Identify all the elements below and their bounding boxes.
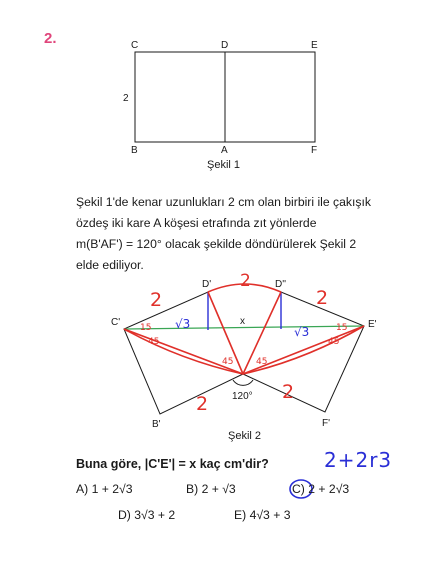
figure-2-caption: Şekil 2 (228, 430, 262, 442)
label-B-prime: B' (152, 419, 161, 430)
angle-mark-6: 45 (328, 337, 340, 347)
question-number: 2. (44, 30, 57, 47)
problem-line-3: m(B'AF') = 120° olacak şekilde döndürülerek Şekil 2 (76, 237, 357, 251)
red-label-3: 2 (316, 287, 329, 309)
label-x: x (240, 316, 245, 327)
angle-label: 120° (232, 391, 253, 402)
angle-mark-3: 45 (222, 357, 234, 367)
label-E-prime: E' (368, 319, 377, 330)
figure-1 (123, 40, 318, 171)
angle-mark-2: 15 (336, 323, 348, 333)
label-C: C (131, 40, 139, 51)
red-left-diagonal (124, 329, 243, 374)
handwritten-answer: 2+2r3 (324, 448, 393, 472)
option-c-letter: C) (292, 482, 305, 496)
problem-line-2: özdeş iki kare A köşesi etrafında zıt yönlerde (76, 216, 317, 230)
label-F: F (311, 145, 318, 156)
option-e[interactable] (234, 508, 291, 522)
problem-text (76, 192, 426, 276)
option-c[interactable] (292, 482, 349, 496)
option-d-letter: D) (118, 508, 131, 522)
angle-mark-1: 15 (140, 323, 152, 333)
option-c-text: 2 + 2√3 (308, 482, 350, 496)
red-label-5: 2 (282, 381, 295, 403)
question-prompt: Buna göre, |C'E'| = x kaç cm'dir? (76, 457, 269, 471)
right-square (243, 292, 364, 412)
red-label-2: 2 (240, 271, 251, 291)
option-a-text: 1 + 2√3 (91, 482, 133, 496)
option-b[interactable] (186, 482, 236, 496)
red-label-1: 2 (150, 289, 163, 311)
label-D-double-prime: D'' (275, 279, 287, 290)
angle-arc (233, 380, 253, 385)
problem-line-4: elde ediliyor. (76, 258, 144, 272)
option-e-text: 4√3 + 3 (249, 508, 291, 522)
side-length-label: 2 (123, 93, 129, 104)
option-a[interactable] (76, 482, 133, 496)
problem-line-1: Şekil 1'de kenar uzunlukları 2 cm olan birbiri ile çakışık (76, 195, 371, 209)
label-F-prime: F' (322, 418, 331, 429)
angle-mark-5: 45 (148, 337, 160, 347)
angle-mark-4: 45 (256, 357, 268, 367)
option-e-letter: E) (234, 508, 247, 522)
red-label-4: 2 (196, 393, 209, 415)
option-b-text: 2 + √3 (201, 482, 236, 496)
label-C-prime: C' (111, 317, 121, 328)
left-square (124, 292, 243, 414)
option-d[interactable] (118, 508, 175, 522)
option-a-letter: A) (76, 482, 89, 496)
label-E: E (311, 40, 318, 51)
label-D: D (221, 40, 229, 51)
blue-mark-right: √3 (294, 325, 310, 339)
blue-mark-left: √3 (175, 317, 191, 331)
label-B: B (131, 145, 138, 156)
option-d-text: 3√3 + 2 (134, 508, 176, 522)
label-A: A (221, 145, 228, 156)
figure-1-caption: Şekil 1 (207, 159, 241, 171)
label-D-prime: D' (202, 279, 212, 290)
option-b-letter: B) (186, 482, 199, 496)
